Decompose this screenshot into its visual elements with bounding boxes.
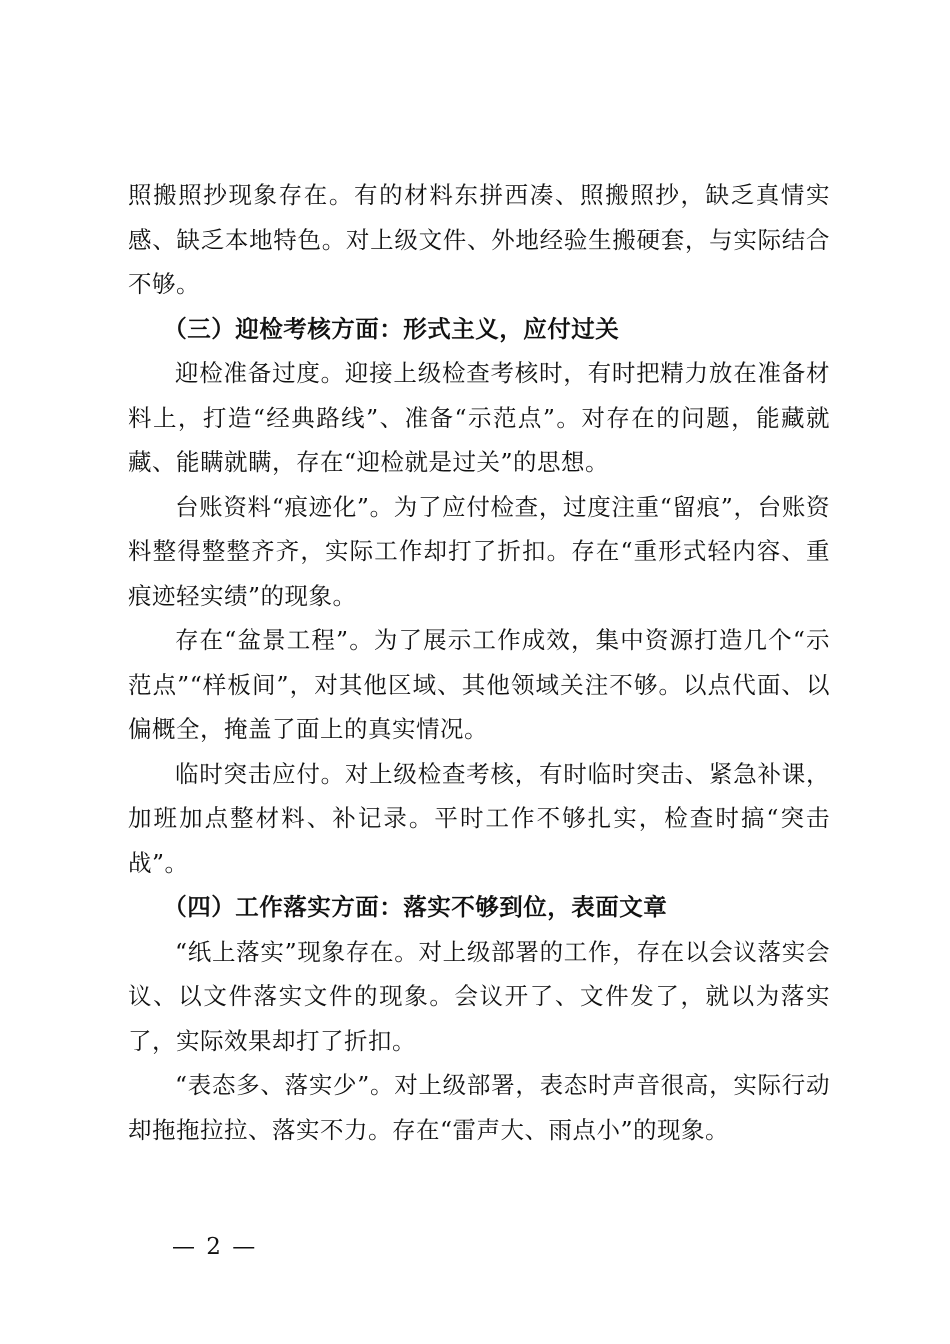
paragraph-ledger-traces: 台账资料“痕迹化”。为了应付检查，过度注重“留痕”，台账资料整得整整齐齐，实际工作却打了折扣。存在“重形式轻内容、重痕迹轻实绩”的现象。: [128, 492, 830, 610]
paragraph-more-talk-less-action: “表态多、落实少”。对上级部署，表态时声音很高，实际行动却拖拖拉拉、落实不力。存在“雷声大、雨点小”的现象。: [128, 1071, 830, 1144]
paragraph-last-minute: 临时突击应付。对上级检查考核，有时临时突击、紧急补课，加班加点整材料、补记录。平时工作不够扎实，检查时搞“突击战”。: [128, 759, 830, 877]
section-heading-inspection: （三）迎检考核方面：形式主义，应付过关: [163, 314, 620, 343]
section-heading-implementation: （四）工作落实方面：落实不够到位，表面文章: [163, 893, 668, 921]
document-body: [128, 173, 830, 1152]
paragraph-bonsai-projects: 存在“盆景工程”。为了展示工作成效，集中资源打造几个“示范点”“样板间”，对其他区域、其他领域关注不够。以点代面、以偏概全，掩盖了面上的真实情况。: [128, 626, 830, 743]
paragraph-copying: 照搬照抄现象存在。有的材料东拼西凑、照搬照抄，缺乏真情实感、缺乏本地特色。对上级文件、外地经验生搬硬套，与实际结合不够。: [128, 181, 830, 298]
paragraph-over-preparation: 迎检准备过度。迎接上级检查考核时，有时把精力放在准备材料上，打造“经典路线”、准备“示范点”。对存在的问题，能藏就藏、能瞒就瞒，存在“迎检就是过关”的思想。: [128, 359, 830, 476]
page-number: — 2 —: [172, 1234, 258, 1260]
paragraph-paper-implementation: “纸上落实”现象存在。对上级部署的工作，存在以会议落实会议、以文件落实文件的现象。会议开了、文件发了，就以为落实了，实际效果却打了折扣。: [128, 937, 830, 1055]
